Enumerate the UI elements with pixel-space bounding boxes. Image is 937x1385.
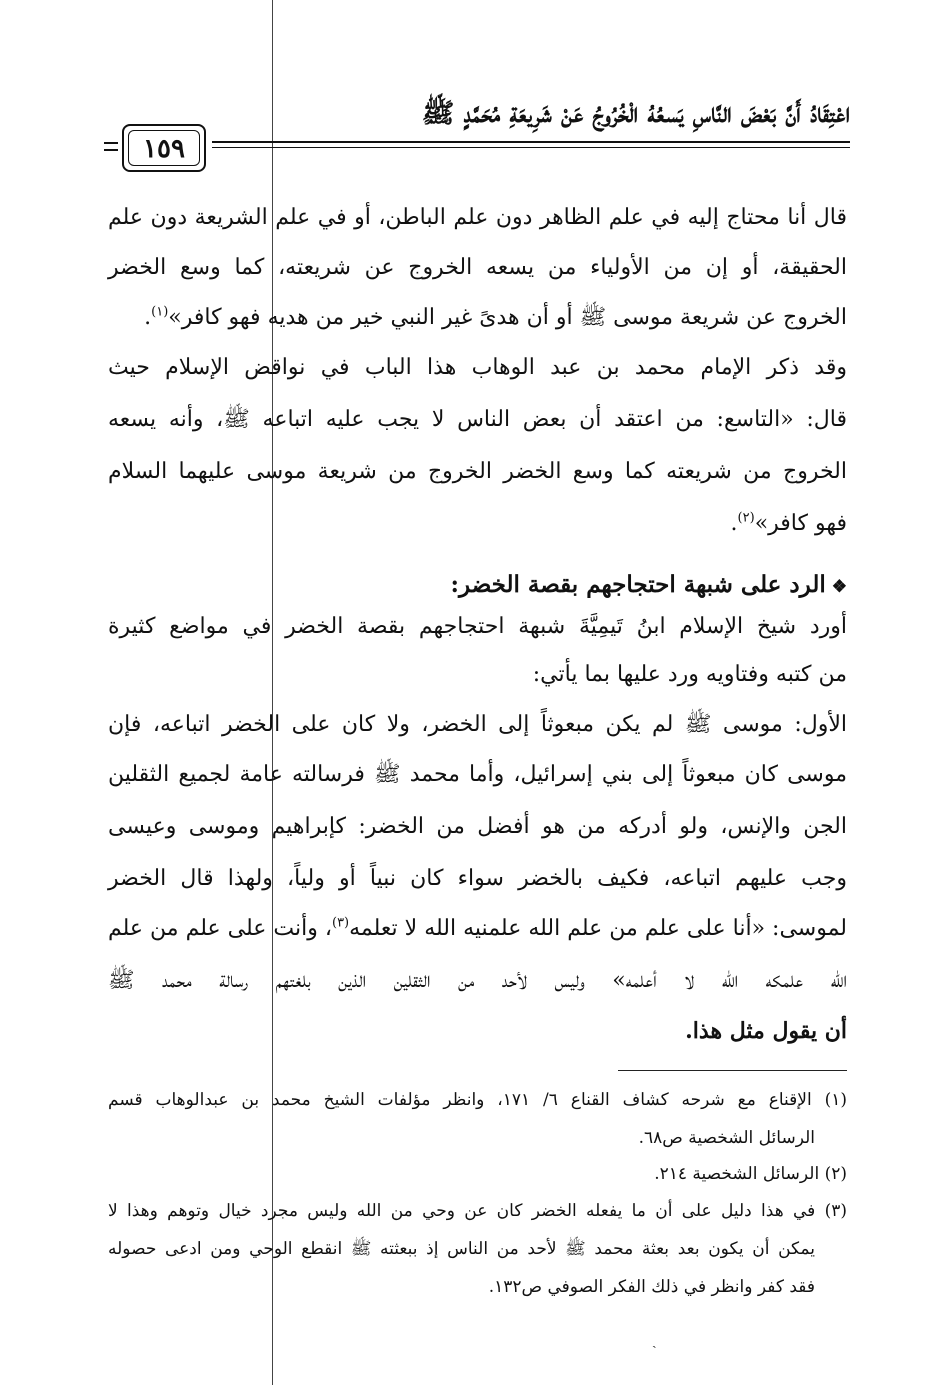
footnote-separator [618, 1070, 847, 1071]
body-line-text: الخروج عن شريعة موسى ﷺ أو أن هدىً غير النبي خير من هديه فهو كافر» [168, 305, 847, 330]
header-rule [212, 141, 850, 143]
body-line: من كتبه وفتاويه ورد عليها بما يأتي: [532, 662, 847, 687]
body-line: قال أنا محتاج إليه في علم الظاهر دون علم الباطن، أو في علم الشريعة دون علم [108, 205, 847, 230]
footnote-text: الإقناع مع شرحه كشاف القناع ٦/ ١٧١، وانظر مؤلفات الشيخ محمد بن عبدالوهاب قسم [108, 1090, 812, 1110]
footnote-2 [108, 1157, 847, 1191]
body-line-text: لموسى: «أنا على علم من علم الله علمنيه الله لا تعلمه [349, 916, 847, 941]
body-line [108, 501, 847, 547]
running-title: اعْتِقَادُ أَنَّ بَعْضَ النَّاسِ يَسعُهُ الْخُرُوجُ عَنْ شَرِيعَةِ مُحَمَّدٍ ﷺ [421, 98, 850, 129]
page-number: ١٥٩ [143, 134, 185, 164]
footnote-ref: (٣) [331, 915, 350, 931]
footnote-text: الرسائل الشخصية ٢١٤. [654, 1164, 820, 1184]
body-line [108, 295, 847, 341]
footnote-number: (٣) [824, 1201, 848, 1221]
footnote-line: الرسائل الشخصية ص٦٨. [638, 1128, 815, 1148]
footnote-number: (١) [824, 1090, 848, 1110]
line-end-period: . [730, 511, 738, 536]
header-rule-tick [104, 149, 118, 151]
body-line-text: ، وأنت على علم من علم [108, 916, 332, 941]
diamond-bullet-icon: ❖ [831, 577, 847, 597]
body-line: الأول: موسى ﷺ لم يكن مبعوثاً إلى الخضر، ولا كان على الخضر اتباعه، فإن [108, 712, 847, 737]
body-line-text: فهو كافر» [754, 511, 847, 536]
line-end-period: . [144, 305, 152, 330]
body-line: قال: «التاسع: من اعتقد أن بعض الناس لا يجب عليه اتباعه ﷺ، وأنه يسعه [108, 407, 847, 432]
footnote-3 [108, 1194, 847, 1228]
body-line: وجب عليهم اتباعه، فكيف بالخضر سواء كان نبياً أو ولياً، ولهذا قال الخضر [108, 866, 847, 891]
body-line: أن يقول مثل هذا. [685, 1018, 847, 1044]
footnote-ref: (٢) [737, 510, 755, 526]
footnote-line: يمكن أن يكون بعد بعثة محمد ﷺ لأحد من الناس إذ ببعثته ﷺ انقطع الوحي ومن ادعى حصوله [108, 1239, 815, 1259]
header-rule-thin [212, 147, 850, 148]
body-line: موسى كان مبعوثاً إلى بني إسرائيل، وأما محمد ﷺ فرسالته عامة لجميع الثقلين [108, 762, 847, 787]
body-line: وقد ذكر الإمام محمد بن عبد الوهاب هذا الباب في نواقض الإسلام حيث [108, 355, 847, 380]
body-line: الخروج من شريعته كما وسع الخضر الخروج من شريعة موسى عليهما السلام [108, 459, 847, 484]
section-heading-text: الرد على شبهة احتجاجهم بقصة الخضر: [450, 571, 826, 598]
footnote-line: فقد كفر وانظر في ذلك الفكر الصوفي ص١٣٢. [488, 1277, 815, 1297]
footnote-ref: (١) [151, 304, 169, 320]
scan-speck: ˏ [652, 1333, 657, 1349]
header-rule-tick [104, 142, 118, 144]
body-line: أورد شيخ الإسلام ابنُ تَيمِيَّةَ شبهة احتجاجهم بقصة الخضر في مواضع كثيرة [108, 614, 847, 639]
body-line: الجن والإنس، ولو أدركه من هو أفضل من الخضر: كإبراهيم وموسى وعيسى [108, 814, 848, 839]
footnote-1 [108, 1083, 847, 1117]
body-line: الله علمكه الله لا أعلمه» وليس لأحد من الثقلين الذين بلغتهم رسالة محمد ﷺ [108, 968, 847, 993]
footnote-number: (٢) [824, 1164, 847, 1184]
footnote-text: في هذا دليل على أن ما يفعله الخضر كان عن وحي من الله وليس مجرد خيال وتوهم وهذا لا [108, 1201, 816, 1221]
section-heading [108, 563, 847, 607]
page-number-frame [122, 124, 206, 172]
body-line: الحقيقة، أو إن من الأولياء من يسعه الخروج عن شريعته، كما وسع الخضر [108, 255, 847, 280]
body-line [108, 906, 847, 952]
